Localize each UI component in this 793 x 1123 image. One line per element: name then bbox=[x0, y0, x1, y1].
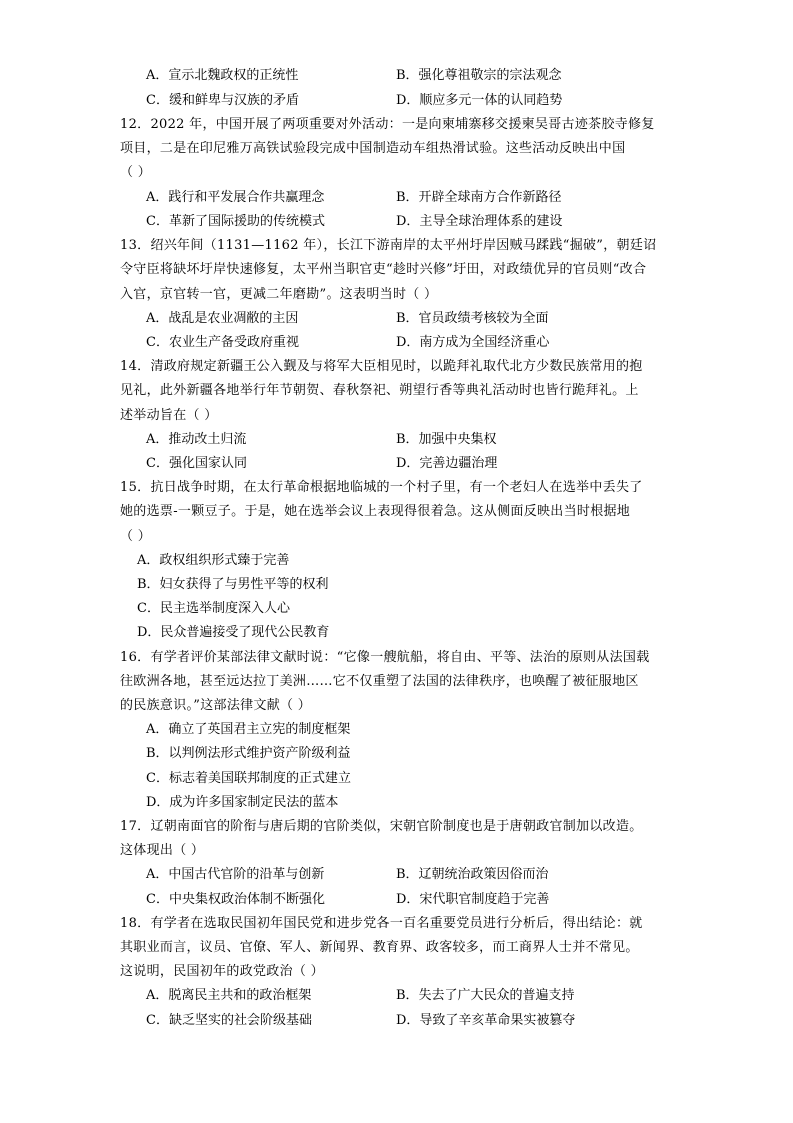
q16-option-c[interactable]: C．标志着美国联邦制度的正式建立 bbox=[146, 771, 351, 786]
q17-option-a[interactable]: A．中国古代官阶的沿革与创新 bbox=[146, 867, 325, 882]
q14-stem-line-1: 14．清政府规定新疆王公入觐及与将军大臣相见时，以跪拜礼取代北方少数民族常用的抱 bbox=[120, 359, 643, 374]
q13-stem-line-3: 入官，京官转一官，更减二年磨勘”。这表明当时（ ） bbox=[120, 287, 438, 302]
q18-option-d[interactable]: D．导致了辛亥革命果实被篡夺 bbox=[396, 1013, 576, 1028]
q12-answer-blank: （ ） bbox=[120, 165, 152, 180]
q16-option-a[interactable]: A．确立了英国君主立宪的制度框架 bbox=[146, 722, 351, 737]
q17-stem-line-2: 这体现出（ ） bbox=[120, 843, 205, 858]
q14-option-c[interactable]: C．强化国家认同 bbox=[146, 456, 247, 471]
q16-stem-line-2: 往欧洲各地，甚至远达拉丁美洲……它不仅重塑了法国的法律秩序，也唤醒了被征服地区 bbox=[120, 674, 639, 689]
q12-option-b[interactable]: B．开辟全球南方合作新路径 bbox=[396, 190, 562, 205]
q17-option-d[interactable]: D．宋代职官制度趋于完善 bbox=[396, 892, 550, 907]
q14-option-b[interactable]: B．加强中央集权 bbox=[396, 432, 497, 447]
q18-option-b[interactable]: B．失去了广大民众的普遍支持 bbox=[396, 988, 575, 1003]
q14-stem-line-3: 述举动旨在（ ） bbox=[120, 408, 218, 423]
q15-stem-line-1: 15．抗日战争时期，在太行革命根据地临城的一个村子里，有一个老妇人在选举中丢失了 bbox=[120, 480, 643, 495]
q12-stem-line-2: 项目，二是在印尼雅万高铁试验段完成中国制造动车组热滑试验。这些活动反映出中国 bbox=[120, 141, 626, 156]
q13-option-a[interactable]: A．战乱是农业凋敝的主因 bbox=[146, 311, 299, 326]
q12-option-c[interactable]: C．革新了国际援助的传统模式 bbox=[146, 214, 325, 229]
q13-stem-line-2: 令守臣将缺坏圩岸快速修复，太平州当职官吏“趁时兴修”圩田，对政绩优异的官员则“改合 bbox=[120, 262, 647, 277]
q16-option-b[interactable]: B．以判例法形式维护资产阶级利益 bbox=[146, 746, 351, 761]
q14-option-a[interactable]: A．推动改土归流 bbox=[146, 432, 247, 447]
q13-option-d[interactable]: D．南方成为全国经济重心 bbox=[396, 335, 550, 350]
q16-option-d[interactable]: D．成为许多国家制定民法的蓝本 bbox=[146, 795, 339, 810]
q15-option-a[interactable]: A．政权组织形式臻于完善 bbox=[137, 553, 290, 568]
q15-answer-blank: （ ） bbox=[120, 529, 152, 544]
q11-option-c[interactable]: C．缓和鲜卑与汉族的矛盾 bbox=[146, 93, 299, 108]
q17-option-b[interactable]: B．辽朝统治政策因俗而治 bbox=[396, 867, 549, 882]
q18-option-c[interactable]: C．缺乏坚实的社会阶级基础 bbox=[146, 1013, 312, 1028]
q16-stem-line-1: 16．有学者评价某部法律文献时说：“它像一艘航船，将自由、平等、法治的原则从法国载 bbox=[120, 650, 650, 665]
q13-stem-line-1: 13．绍兴年间（1131—1162 年），长江下游南岸的太平州圩岸因贼马蹂践“掘破”，朝廷诏 bbox=[120, 238, 657, 253]
q13-option-c[interactable]: C．农业生产备受政府重视 bbox=[146, 335, 299, 350]
q12-option-d[interactable]: D．主导全球治理体系的建设 bbox=[396, 214, 563, 229]
q11-option-b[interactable]: B．强化尊祖敬宗的宗法观念 bbox=[396, 68, 562, 83]
q18-stem-line-2: 其职业而言，议员、官僚、军人、新闻界、教育界、政客较多，而工商界人士并不常见。 bbox=[120, 940, 639, 955]
q13-option-b[interactable]: B．官员政绩考核较为全面 bbox=[396, 311, 549, 326]
q17-option-c[interactable]: C．中央集权政治体制不断强化 bbox=[146, 892, 325, 907]
q14-option-d[interactable]: D．完善边疆治理 bbox=[396, 456, 498, 471]
q15-option-c[interactable]: C．民主选举制度深入人心 bbox=[137, 601, 290, 616]
q15-option-d[interactable]: D．民众普遍接受了现代公民教育 bbox=[137, 625, 330, 640]
q17-stem-line-1: 17．辽朝南面官的阶衔与唐后期的官阶类似，宋朝官阶制度也是于唐朝政官制加以改造。 bbox=[120, 819, 643, 834]
q18-stem-line-3: 这说明，民国初年的政党政治（ ） bbox=[120, 964, 324, 979]
q15-option-b[interactable]: B．妇女获得了与男性平等的权利 bbox=[137, 577, 329, 592]
q15-stem-line-2: 她的选票-一颗豆子。于是，她在选举会议上表现得很着急。这从侧面反映出当时根据地 bbox=[120, 504, 631, 519]
q11-option-d[interactable]: D．顺应多元一体的认同趋势 bbox=[396, 93, 563, 108]
q16-stem-line-3: 的民族意识。”这部法律文献（ ） bbox=[120, 698, 312, 713]
q12-stem-line-1: 12．2022 年，中国开展了两项重要对外活动：一是向柬埔寨移交援柬吴哥古迹茶胶寺修复 bbox=[120, 117, 655, 132]
q11-option-a[interactable]: A．宣示北魏政权的正统性 bbox=[146, 68, 299, 83]
q12-option-a[interactable]: A．践行和平发展合作共赢理念 bbox=[146, 190, 325, 205]
q18-option-a[interactable]: A．脱离民主共和的政治框架 bbox=[146, 988, 312, 1003]
q14-stem-line-2: 见礼，此外新疆各地举行年节朝贺、春秋祭祀、朔望行香等典礼活动时也皆行跪拜礼。上 bbox=[120, 383, 639, 398]
q18-stem-line-1: 18．有学者在选取民国初年国民党和进步党各一百名重要党员进行分析后，得出结论：就 bbox=[120, 916, 643, 931]
